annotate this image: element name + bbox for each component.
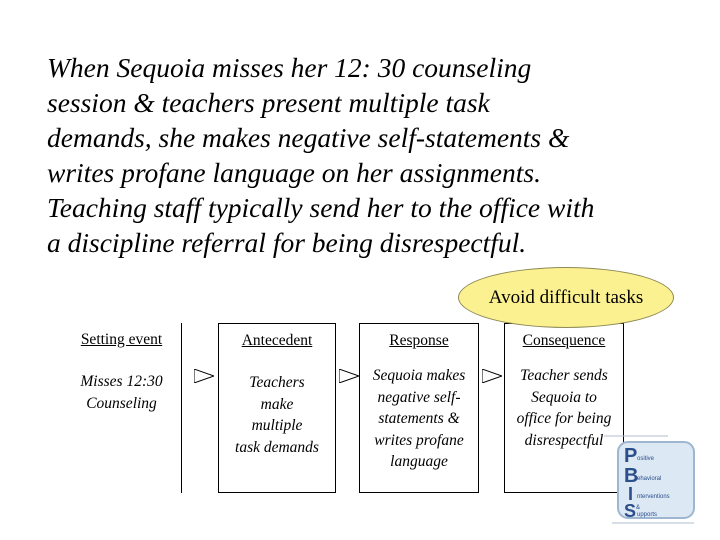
antecedent-box: [218, 323, 336, 493]
arrow-right-icon: [339, 369, 359, 383]
arrow-right-icon: [194, 369, 214, 383]
setting-event-heading: Setting event: [80, 331, 163, 348]
response-heading: Response: [389, 332, 449, 349]
logo-word-interventions: nterventions: [637, 494, 670, 500]
logo-word-supports: upports: [637, 512, 658, 518]
response-text: Sequoia makes negative self- statements & writes profane language: [372, 367, 466, 470]
consequence-text: Teacher sends Sequoia to office for being disrespectful: [516, 367, 612, 449]
function-label: Avoid difficult tasks: [488, 286, 644, 308]
logo-letter-b: B: [624, 465, 639, 487]
setting-event-box: [62, 323, 182, 493]
function-callout: [458, 267, 674, 328]
logo-word-positive: ositive: [637, 456, 655, 462]
behavior-statement: When Sequoia misses her 12: 30 counseling session & teachers present multiple task demands, she makes negative self-statements & writes profane language on her assignments. Teaching staff typically send her to the office with a discipline referral for being disrespectful.: [47, 52, 595, 258]
consequence-heading: Consequence: [522, 332, 606, 349]
setting-event-text: Misses 12:30 Counseling: [80, 373, 163, 412]
response-box: [359, 323, 479, 493]
logo-letter-i: I: [628, 484, 634, 504]
pbis-logo: [598, 430, 698, 526]
antecedent-text: Teachers make multiple task demands: [235, 374, 319, 456]
logo-letter-s: S: [624, 501, 637, 521]
logo-word-behavioral: ehavioral: [637, 476, 662, 482]
logo-ampersand: &: [636, 505, 641, 511]
antecedent-heading: Antecedent: [241, 332, 313, 349]
logo-letter-p: P: [624, 445, 638, 467]
arrow-right-icon: [482, 369, 502, 383]
